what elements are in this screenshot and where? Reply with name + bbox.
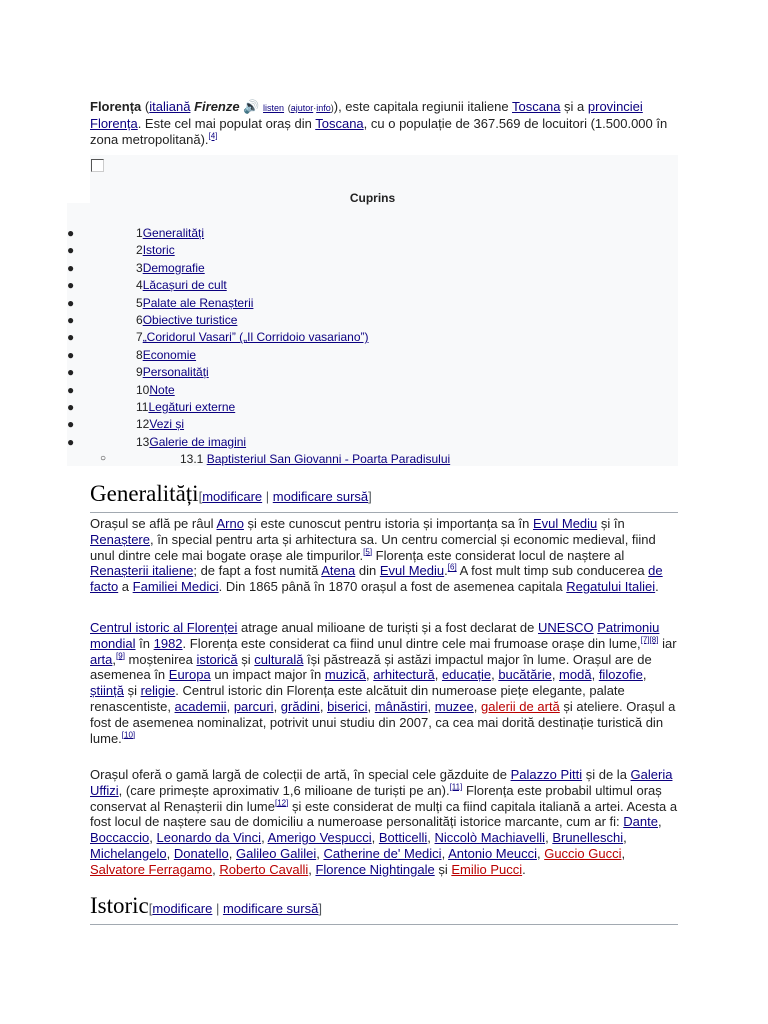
link-muzee[interactable]: muzee [434, 698, 474, 714]
link-educatie[interactable]: educație [441, 667, 492, 683]
intro-paragraph: Florența (italiană Firenze 🔊 listen (ajutor·info)), este capitala regiunii italiene Toscana și a provinciei Florența. Este cel mai populat oraș din Toscana, cu o populație de 367.569 de locuitori (1.500.000 în zona metropolitană).[4] [90, 99, 668, 147]
link-brunelleschi[interactable]: Brunelleschi [552, 830, 624, 846]
link-arhitectura[interactable]: arhitectură [373, 667, 435, 683]
toc-number: 11 [136, 400, 149, 414]
paragraph-3: Orașul oferă o gamă largă de colecții de artă, în special cele găzduite de Palazzo Pitti și de la Galeria Uffizi, (care primește aproximativ 1,6 milioane de turiști pe an).[11] Florența este probabil ultimul oraș conservat al Renașterii din lume[12] și este considerat de mulți ca fiind capitala italiană a artei. Acesta a fost locul de naștere sau de domiciliu a numeroase personalități istorice marcante, cum ar fi: Dante, Boccaccio, Leonardo da Vinci, Amerigo Vespucci, Botticelli, Niccolò Machiavelli, Brunelleschi, Michelangelo, Donatello, Galileo Galilei, Catherine de' Medici, Antonio Meucci, Guccio Gucci, Salvatore Ferragamo, Roberto Cavalli, Florence Nightingale și Emilio Pucci. [90, 767, 678, 877]
bullet-icon: ● [67, 243, 75, 258]
toc-toggle-checkbox[interactable] [91, 159, 104, 172]
toc-link[interactable]: Demografie [142, 260, 205, 275]
ref-6[interactable]: [6] [447, 563, 457, 573]
ref-12[interactable]: [12] [274, 798, 289, 808]
ref-9[interactable]: [9] [116, 651, 125, 661]
link-parcuri[interactable]: parcuri [233, 698, 274, 714]
bullet-icon: ● [67, 365, 75, 380]
link-stiinta[interactable]: știință [90, 683, 124, 699]
toc-number: 1 [136, 226, 143, 240]
toc-link[interactable]: Economie [142, 347, 197, 362]
toc-number: 12 [136, 417, 150, 432]
edit-source-link-gen[interactable]: modificare sursă [272, 489, 369, 504]
toc-number: 10 [136, 382, 150, 397]
link-renastere[interactable]: Renaștere [90, 531, 150, 547]
link-meucci[interactable]: Antonio Meucci [448, 845, 537, 861]
toc-link[interactable]: Note [149, 382, 175, 397]
link-istorica[interactable]: istorică [196, 651, 238, 667]
link-1982[interactable]: 1982 [153, 635, 183, 651]
link-evul-mediu-2[interactable]: Evul Mediu [379, 563, 445, 579]
toc-number: 9 [136, 365, 143, 380]
toc-link[interactable]: Palate ale Renașterii [142, 295, 254, 310]
toc-link[interactable]: Obiective turistice [142, 313, 238, 327]
toc-title: Cuprins [349, 191, 396, 205]
edit-source-link-ist[interactable]: modificare sursă [222, 901, 319, 916]
toc-number: 2 [136, 243, 143, 258]
link-atena[interactable]: Atena [321, 563, 356, 579]
speaker-icon[interactable]: 🔊 [243, 99, 260, 114]
bullet-icon: ● [67, 295, 75, 310]
link-biserici[interactable]: biserici [327, 698, 368, 714]
info-link[interactable]: info [316, 103, 331, 113]
link-centrul-istoric[interactable]: Centrul istoric al Florenței [90, 620, 238, 635]
bullet-icon: ● [67, 330, 75, 345]
ref-4[interactable]: [4] [208, 131, 218, 141]
ref-11[interactable]: [11] [449, 782, 463, 792]
link-michelangelo[interactable]: Michelangelo [90, 845, 167, 861]
link-cavalli[interactable]: Roberto Cavalli [219, 861, 309, 877]
help-link[interactable]: ajutor [290, 103, 314, 113]
link-arno[interactable]: Arno [216, 516, 244, 531]
edit-link-ist[interactable]: modificare [152, 901, 213, 916]
bullet-icon: ● [67, 417, 75, 432]
link-muzica[interactable]: muzică [324, 667, 367, 683]
link-pucci[interactable]: Emilio Pucci [451, 861, 523, 877]
link-patrimoniu[interactable]: Patrimoniu mondial [90, 620, 660, 651]
link-filozofie[interactable]: filozofie [598, 667, 643, 683]
bullet-icon: ● [67, 347, 75, 362]
link-europa[interactable]: Europa [168, 667, 211, 683]
toc-link[interactable]: Lăcașuri de cult [142, 278, 227, 293]
link-gradini[interactable]: grădini [280, 698, 320, 714]
link-botticelli[interactable]: Botticelli [378, 830, 428, 846]
link-bucatarie[interactable]: bucătărie [498, 667, 552, 683]
link-nightingale[interactable]: Florence Nightingale [315, 861, 435, 877]
edit-link-gen[interactable]: modificare [202, 489, 263, 504]
link-arta[interactable]: arta [90, 651, 113, 667]
toc-number: 6 [136, 313, 143, 327]
toc-link[interactable]: Vezi și [149, 417, 185, 432]
toc-link[interactable]: Istoric [142, 243, 175, 258]
paragraph-1: Orașul se află pe râul Arno și este cunoscut pentru istoria și importanța sa în Evul Mediu și în Renaștere, în special pentru arta și arhitectura sa. Un centru comercial și economic medieval, fiind unul dintre cele mai bogate orașe ale timpurilor.[5] Florența este considerat locul de naștere al Renașterii italiene; de fapt a fost numită Atena din Evul Mediu.[6] A fost mult timp sub conducerea de facto a Familiei Medici. Din 1865 până în 1870 orașul a fost de asemenea capitala Regatului Italiei. [90, 516, 663, 595]
link-donatello[interactable]: Donatello [173, 845, 229, 861]
link-boccaccio[interactable]: Boccaccio [90, 830, 150, 846]
link-gucci[interactable]: Guccio Gucci [544, 845, 622, 861]
link-galeria-uffizi[interactable]: Galeria Uffizi [90, 767, 673, 798]
ref-10[interactable]: [10] [121, 730, 136, 740]
link-toscana[interactable]: Toscana [512, 99, 561, 114]
toc-link[interactable]: „Coridorul Vasari” („Il Corridoio vasariano”) [142, 330, 369, 345]
bullet-icon: ● [67, 313, 75, 327]
ref-8[interactable]: [8] [649, 635, 659, 645]
link-renasterii-italiene[interactable]: Renașterii italiene [90, 563, 194, 579]
circle-bullet-icon: ○ [100, 453, 107, 465]
link-moda[interactable]: modă [559, 667, 592, 683]
link-culturala[interactable]: culturală [254, 651, 304, 667]
bullet-icon: ● [67, 226, 75, 240]
bullet-icon: ● [67, 260, 75, 275]
toc-number: 13.1 [180, 452, 204, 467]
link-vespucci[interactable]: Amerigo Vespucci [267, 830, 372, 846]
bullet-icon: ● [67, 400, 75, 414]
toc-link[interactable]: Personalități [142, 365, 209, 380]
link-machiavelli[interactable]: Niccolò Machiavelli [434, 830, 546, 846]
toc-link[interactable]: Baptisteriul San Giovanni - Poarta Paradisului [206, 452, 451, 467]
subject-title: Florența [90, 99, 142, 114]
link-italiana[interactable]: italiană [149, 99, 191, 114]
toc-link[interactable]: Legături externe [148, 400, 236, 414]
link-religie[interactable]: religie [140, 683, 176, 699]
link-regatului-italiei[interactable]: Regatului Italiei [566, 579, 656, 595]
toc-number: 3 [136, 260, 143, 275]
link-leonardo[interactable]: Leonardo da Vinci [156, 830, 262, 846]
link-catherine[interactable]: Catherine de' Medici [323, 845, 442, 861]
link-unesco[interactable]: UNESCO [538, 620, 594, 635]
ref-7[interactable]: [7] [640, 635, 650, 645]
bullet-icon: ● [67, 278, 75, 293]
link-dante[interactable]: Dante [623, 814, 658, 830]
toc-number: 4 [136, 278, 143, 293]
ref-5[interactable]: [5] [363, 547, 373, 557]
link-provincia[interactable]: provinciei Florența [90, 99, 643, 131]
link-ferragamo[interactable]: Salvatore Ferragamo [90, 861, 213, 877]
link-de-facto[interactable]: de facto [90, 563, 663, 595]
link-toscana-2[interactable]: Toscana [315, 116, 364, 131]
link-galilei[interactable]: Galileo Galilei [236, 845, 317, 861]
link-palazzo-pitti[interactable]: Palazzo Pitti [510, 767, 583, 782]
bullet-icon: ● [67, 382, 75, 397]
link-academii[interactable]: academii [174, 698, 227, 714]
link-evul-mediu[interactable]: Evul Mediu [532, 516, 598, 531]
toc-link[interactable]: Generalități [142, 226, 205, 240]
toc-number: 8 [136, 347, 143, 362]
toc-link[interactable]: Galerie de imagini [149, 434, 247, 449]
toc-number: 7 [136, 330, 143, 345]
link-familiei-medici[interactable]: Familiei Medici [132, 579, 219, 595]
link-manastiri[interactable]: mânăstiri [374, 698, 428, 714]
paragraph-2: Centrul istoric al Florenței atrage anual milioane de turiști și a fost declarat de UNESCO Patrimoniu mondial în 1982. Florența este considerat ca fiind unul dintre cele mai frumoase orașe din lume,[7][8] iar arta,[9] moștenirea istorică și culturală își păstrează și astăzi impactul major în lume. Orașul are de asemenea în Europa un impact major în muzică, arhitectură, educație, bucătărie, modă, filozofie, știință și religie. Centrul istoric din Florența este alcătuit din numeroase piețe elegante, palate renascentiste, academii, parcuri, grădini, biserici, mânăstiri, muzee, galerii de artă și ateliere. Orașul a fost de asemenea nominalizat, potrivit unui studiu din 2007, ca cea mai dorită destinație turistică din lume.[10] [90, 620, 677, 746]
link-galerii-de-arta[interactable]: galerii de artă [481, 698, 560, 714]
native-name: Firenze [194, 99, 240, 114]
toc-number: 13 [136, 434, 150, 449]
toc-number: 5 [136, 295, 143, 310]
heading-generalitati: Generalități[modificare | modificare sursă] [90, 481, 678, 513]
bullet-icon: ● [67, 434, 75, 449]
listen-link[interactable]: listen [263, 103, 285, 113]
heading-istoric: Istoric[modificare | modificare sursă] [90, 893, 678, 925]
